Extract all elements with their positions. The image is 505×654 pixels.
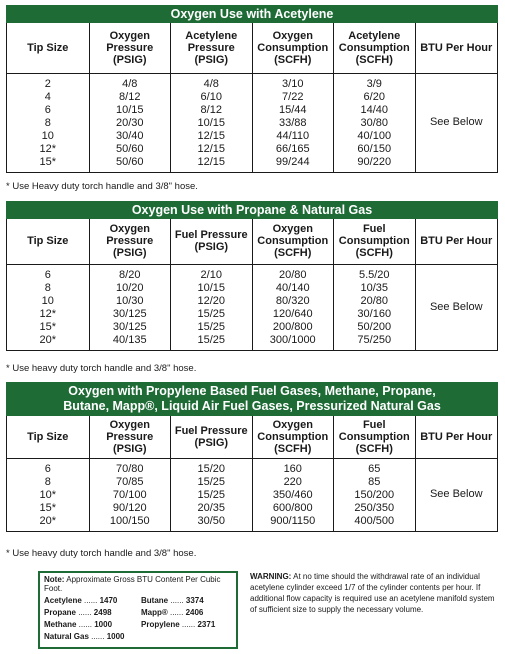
btu-item-name: Butane	[141, 596, 169, 605]
column-header: Fuel Pressure (PSIG)	[171, 416, 253, 458]
propylene-table	[7, 416, 497, 531]
table-cell: 80/320	[252, 295, 334, 308]
column-header: Oxygen Consumption (SCFH)	[252, 219, 334, 264]
btu-item-name: Methane	[44, 620, 77, 629]
table-cell: 10	[41, 294, 54, 307]
table-cell: 6/20	[334, 91, 416, 104]
btu-item	[141, 608, 232, 617]
table-cell: 20/80	[252, 264, 334, 282]
table-cell: 20*	[39, 514, 57, 527]
table-cell: 15/25	[171, 321, 253, 334]
table-cell: 12/20	[171, 295, 253, 308]
table-cell: 30/160	[334, 308, 416, 321]
table-cell: 20/80	[334, 295, 416, 308]
table-cell: 50/60	[89, 143, 171, 156]
section-title-line2: Butane, Mapp®, Liquid Air Fuel Gases, Pressurized Natural Gas	[63, 399, 441, 413]
btu-item-value: 1470	[99, 596, 118, 605]
table-cell: 8/20	[89, 264, 171, 282]
table-cell: 150/200	[334, 489, 416, 502]
leader-dots: ......	[88, 632, 107, 641]
table-cell: 6	[44, 462, 51, 475]
acetylene-table	[7, 23, 497, 172]
table-row	[7, 458, 497, 476]
table-cell: 30/125	[89, 308, 171, 321]
table-cell: 7/22	[252, 91, 334, 104]
leader-dots: ......	[179, 620, 198, 629]
table-row	[7, 264, 497, 282]
table-cell: 15*	[39, 155, 57, 168]
table-cell: 15/25	[171, 489, 253, 502]
section-title: Oxygen Use with Acetylene	[6, 5, 498, 23]
btu-box-header: Note: Approximate Gross BTU Content Per Cubic Foot.	[44, 575, 221, 593]
table-cell: 50/60	[89, 156, 171, 172]
column-header: Acetylene Pressure (PSIG)	[171, 23, 253, 73]
table-cell: 15/25	[171, 334, 253, 350]
table-cell: 70/80	[89, 458, 171, 476]
table-row	[7, 73, 497, 91]
table-cell: 160	[252, 458, 334, 476]
table-cell: 70/85	[89, 476, 171, 489]
btu-item-name: Propane	[44, 608, 77, 617]
table-cell: 30/50	[171, 515, 253, 531]
table-cell: 12*	[39, 307, 57, 320]
btu-item-name: Mapp®	[141, 608, 168, 617]
leader-dots: ......	[81, 596, 100, 605]
propylene-section	[6, 382, 498, 532]
column-header: Oxygen Pressure (PSIG)	[89, 416, 171, 458]
leader-dots: ......	[76, 620, 95, 629]
table-cell: 40/100	[334, 130, 416, 143]
warning-text: WARNING: At no time should the withdrawal rate of an individual acetylene cylinder exceed 1/7 of the cylinder contents per hour. If additional flow capacity is required use an acetylene manifold system of sufficient size to supply the necessary volume.	[250, 572, 495, 614]
table-cell: 15/25	[171, 476, 253, 489]
table-cell: 70/100	[89, 489, 171, 502]
table-cell: 10*	[39, 488, 57, 501]
table-cell: 4/8	[89, 73, 171, 91]
btu-cell: See Below	[415, 264, 497, 350]
column-header: Oxygen Pressure (PSIG)	[89, 23, 171, 73]
table-cell: 350/460	[252, 489, 334, 502]
table-cell: 10/15	[171, 117, 253, 130]
column-header: Fuel Pressure (PSIG)	[171, 219, 253, 264]
table-cell: 65	[334, 458, 416, 476]
btu-item	[141, 620, 232, 629]
table-cell: 12*	[39, 142, 57, 155]
table-cell: 900/1150	[252, 515, 334, 531]
section-title-line1: Oxygen with Propylene Based Fuel Gases, Methane, Propane,	[68, 384, 436, 398]
table-cell: 40/140	[252, 282, 334, 295]
column-header: Tip Size	[7, 23, 89, 73]
btu-item-name: Acetylene	[44, 596, 82, 605]
propane-section	[6, 201, 498, 351]
table-cell: 50/200	[334, 321, 416, 334]
table-cell: 6	[44, 268, 51, 281]
table-cell: 40/135	[89, 334, 171, 350]
table-cell: 12/15	[171, 156, 253, 172]
btu-item-value: 2406	[185, 608, 204, 617]
btu-content-box	[38, 571, 238, 649]
acetylene-section	[6, 5, 498, 173]
table-cell: 20*	[39, 333, 57, 346]
table-cell: 4/8	[171, 73, 253, 91]
table-cell: 3/10	[252, 73, 334, 91]
column-header: BTU Per Hour	[415, 219, 497, 264]
table-cell: 8	[44, 116, 51, 129]
column-header: Acetylene Consumption (SCFH)	[334, 23, 416, 73]
column-header: Fuel Consumption (SCFH)	[334, 416, 416, 458]
table-cell: 10/20	[89, 282, 171, 295]
table-cell: 300/1000	[252, 334, 334, 350]
table-cell: 15*	[39, 320, 57, 333]
btu-item	[141, 596, 232, 605]
table-cell: 600/800	[252, 502, 334, 515]
table-cell: 200/800	[252, 321, 334, 334]
btu-item-value: 2371	[197, 620, 216, 629]
table-cell: 15/20	[171, 458, 253, 476]
table-cell: 66/165	[252, 143, 334, 156]
table-cell: 10/15	[89, 104, 171, 117]
btu-item-value: 1000	[94, 620, 113, 629]
table-cell: 30/40	[89, 130, 171, 143]
table-cell: 12/15	[171, 143, 253, 156]
table-cell: 6	[44, 103, 51, 116]
table-cell: 75/250	[334, 334, 416, 350]
table-cell: 400/500	[334, 515, 416, 531]
table-cell: 220	[252, 476, 334, 489]
table-cell: 90/220	[334, 156, 416, 172]
section-note: * Use heavy duty torch handle and 3/8" hose.	[6, 363, 197, 374]
btu-item-value: 3374	[185, 596, 204, 605]
table-cell: 85	[334, 476, 416, 489]
table-cell: 30/80	[334, 117, 416, 130]
table-cell: 10	[41, 129, 54, 142]
leader-dots: ......	[167, 608, 186, 617]
column-header: Oxygen Consumption (SCFH)	[252, 23, 334, 73]
table-cell: 33/88	[252, 117, 334, 130]
section-note: * Use heavy duty torch handle and 3/8" hose.	[6, 548, 197, 559]
table-cell: 8/12	[171, 104, 253, 117]
btu-grid	[44, 596, 232, 641]
column-header: Tip Size	[7, 416, 89, 458]
table-cell: 8	[44, 281, 51, 294]
table-cell: 250/350	[334, 502, 416, 515]
leader-dots: ......	[168, 596, 186, 605]
btu-item	[44, 632, 135, 641]
leader-dots: ......	[76, 608, 94, 617]
column-header: BTU Per Hour	[415, 416, 497, 458]
table-cell: 120/640	[252, 308, 334, 321]
btu-item-value: 2498	[93, 608, 112, 617]
table-cell: 20/30	[89, 117, 171, 130]
btu-item	[44, 620, 135, 629]
table-cell: 4	[44, 90, 51, 103]
table-cell: 14/40	[334, 104, 416, 117]
table-cell: 30/125	[89, 321, 171, 334]
table-cell: 99/244	[252, 156, 334, 172]
table-cell: 10/30	[89, 295, 171, 308]
column-header: Oxygen Consumption (SCFH)	[252, 416, 334, 458]
table-cell: 15/25	[171, 308, 253, 321]
btu-item-name: Propylene	[141, 620, 180, 629]
column-header: Oxygen Pressure (PSIG)	[89, 219, 171, 264]
table-cell: 60/150	[334, 143, 416, 156]
btu-item	[44, 608, 135, 617]
section-title	[6, 382, 498, 416]
column-header: Fuel Consumption (SCFH)	[334, 219, 416, 264]
table-cell: 20/35	[171, 502, 253, 515]
column-header: BTU Per Hour	[415, 23, 497, 73]
section-note: * Use Heavy duty torch handle and 3/8" hose.	[6, 181, 198, 192]
table-cell: 2	[44, 77, 51, 90]
btu-item	[44, 596, 135, 605]
propane-table	[7, 219, 497, 350]
btu-item-name: Natural Gas	[44, 632, 89, 641]
table-cell: 2/10	[171, 264, 253, 282]
table-cell: 8/12	[89, 91, 171, 104]
table-cell: 12/15	[171, 130, 253, 143]
column-header: Tip Size	[7, 219, 89, 264]
table-cell: 5.5/20	[334, 264, 416, 282]
table-cell: 100/150	[89, 515, 171, 531]
table-cell: 44/110	[252, 130, 334, 143]
table-cell: 6/10	[171, 91, 253, 104]
table-cell: 10/35	[334, 282, 416, 295]
btu-item-value: 1000	[106, 632, 125, 641]
table-cell: 15*	[39, 501, 57, 514]
section-title: Oxygen Use with Propane & Natural Gas	[6, 201, 498, 219]
btu-cell: See Below	[415, 458, 497, 531]
table-cell: 10/15	[171, 282, 253, 295]
btu-cell: See Below	[415, 73, 497, 172]
table-cell: 15/44	[252, 104, 334, 117]
table-cell: 8	[44, 475, 51, 488]
table-cell: 3/9	[334, 73, 416, 91]
table-cell: 90/120	[89, 502, 171, 515]
